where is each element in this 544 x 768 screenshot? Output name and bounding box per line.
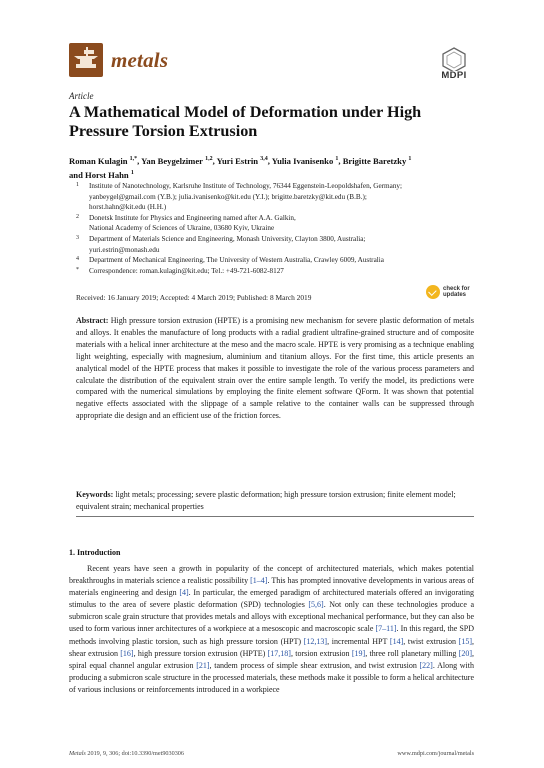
section-divider <box>76 516 474 517</box>
footer-url[interactable]: www.mdpi.com/journal/metals <box>397 750 474 757</box>
body-text-run: . Along with producing a submicron scale structure in the processed materials, these methods make it possible to form a helical architecture of various inclusions or reinforcements introduced in a workpiece <box>69 660 475 694</box>
keywords-label: Keywords: <box>76 490 114 499</box>
citation-link[interactable]: [22] <box>419 660 433 670</box>
affiliation-number: 2 <box>76 213 79 220</box>
affiliation-item <box>76 266 486 277</box>
affiliation-line: Institute of Nanotechnology, Karlsruhe Institute of Technology, 76344 Eggenstein-Leopoldshafen, Germany; <box>89 182 403 190</box>
author-list: Roman Kulagin $^{1,*}$, Yan Beygelzimer $^{1,2}$, Yuri Estrin $^{3,4}$, Yulia Ivanisenko $^1$, Brigitte Baretzky $^1$ and Horst Hahn $^1$ <box>69 155 412 181</box>
affiliation-item <box>76 255 486 266</box>
affiliation-line: National Academy of Sciences of Ukraine, 03680 Kyiv, Ukraine <box>89 224 275 233</box>
body-text-run: . In this regard, the SPD methods involving plastic torsion, such as high pressure torsion (HPT) <box>69 624 474 646</box>
anvil-icon <box>69 43 103 77</box>
author-affiliation: 1,* <box>129 156 138 162</box>
author-name: Brigitte Baretzky <box>342 155 407 166</box>
mdpi-logo <box>434 47 474 83</box>
author-name: Horst Hahn <box>85 170 129 181</box>
check-updates-line: check for <box>443 285 470 292</box>
body-text-run: , twist extrusion <box>403 636 459 646</box>
affiliation-number: 4 <box>76 256 79 263</box>
affiliation-item <box>76 213 486 234</box>
affiliation-line: Department of Mechanical Engineering, The University of Western Australia, Crawley 6009, Australia <box>89 256 384 265</box>
citation-link[interactable]: [19] <box>351 648 366 658</box>
affiliation-line: yuri.estrin@monash.edu <box>89 245 160 254</box>
author-affiliation: 3,4 <box>260 156 268 162</box>
author-name: Yulia Ivanisenko <box>271 155 334 166</box>
abstract-text: High pressure torsion extrusion (HPTE) is a promising new mechanism for severe plastic deformation of metals and alloys. It enables the manufacture of long products with a radial gradient ultrafine-grained structure and of composite materials with a helical inner architecture at the meso and the macro scale. HPTE is very promising as a technique enabling light weighting, especially with magnesium, aluminium and titanium alloys. For the first time, this article presents an analytical model of the HPTE process that makes it possible to investigate the role of the various process parameters and calculate the distribution of the equivalent strain over the entire sample length. To verify the model, its predictions were compared with the numerical simulations by employing the finite element software QForm. It was shown that potential negative effects associated with the slippage of a sample relative to the container walls can be suppressed through appropriate die design and an efficient use of the friction forces. <box>76 316 475 421</box>
citation-link[interactable]: [14] <box>389 636 404 646</box>
check-for-updates-badge[interactable] <box>426 281 474 303</box>
author-name: Roman Kulagin <box>69 155 128 166</box>
keywords-text: light metals; processing; severe plastic deformation; high pressure torsion extrusion; finite element model; equivalent strain; mechanical properties <box>76 490 456 511</box>
affiliation-list <box>76 181 486 276</box>
footer-doi: 2019, 9, 306; doi:10.3390/met9030306 <box>85 750 184 757</box>
affiliation-number: 3 <box>76 234 79 241</box>
affiliation-line: Donetsk Institute for Physics and Engineering named after A.A. Galkin, <box>89 213 296 222</box>
journal-logo <box>69 43 168 77</box>
citation-link[interactable]: [7–11] <box>375 624 397 634</box>
body-text-run: , torsion extrusion <box>290 648 352 658</box>
citation-link[interactable]: [20] <box>458 648 473 658</box>
footer-citation <box>69 750 184 757</box>
introduction-paragraph <box>69 563 474 696</box>
citation-link[interactable]: [15] <box>458 636 472 646</box>
author-affiliation: 1,2 <box>205 156 213 162</box>
body-text-run: , tandem process of simple shear extrusion, and twist extrusion <box>209 660 420 670</box>
publisher-name: MDPI <box>441 70 467 81</box>
section-heading: 1. Introduction <box>69 548 121 557</box>
body-text-run: . Not only can these technologies produce a submicron scale grain structure that provides metals and alloys with exceptional mechanical performance, but they can also be used to form various inner architectures of a workpiece at a mesoscopic and macroscopic scale <box>69 600 474 634</box>
affiliation-line: yanbeygel@gmail.com (Y.B.); julia.ivanisenko@kit.edu (Y.I.); brigitte.baretzky@kit.edu (B.B.); <box>89 192 367 201</box>
body-text-run: , spiral equal channel angular extrusion <box>69 648 475 670</box>
abstract <box>76 315 474 422</box>
author-name: Yan Beygelzimer <box>141 155 203 166</box>
footer-journal: Metals <box>69 750 86 757</box>
keywords <box>76 489 474 513</box>
body-text-run: Recent years have seen a growth in popularity of the concept of architectured materials, which makes potential breakthroughs in materials science a realistic possibility <box>69 564 474 586</box>
checkmark-icon <box>426 285 440 299</box>
article-title: A Mathematical Model of Deformation under High Pressure Torsion Extrusion <box>69 103 422 140</box>
affiliation-item <box>76 181 486 213</box>
body-text-run: . This has prompted innovative developments in various areas of materials engineering and design <box>69 576 474 598</box>
correspondence-line: Correspondence: roman.kulagin@kit.edu; Tel.: +49-721-6082-8127 <box>89 266 284 275</box>
publication-dates: Received: 16 January 2019; Accepted: 4 March 2019; Published: 8 March 2019 <box>76 293 312 302</box>
body-text-run: , high pressure torsion extrusion (HPTE) <box>133 648 268 658</box>
author-affiliation: 1 <box>130 170 134 177</box>
abstract-label: Abstract: <box>76 316 109 325</box>
citation-link[interactable]: [12,13] <box>303 636 328 646</box>
author-conjunction: and <box>69 170 83 181</box>
affiliation-number: 1 <box>76 182 79 188</box>
author-affiliation: 1 <box>408 156 412 162</box>
article-type: Article <box>69 91 94 101</box>
citation-link[interactable]: [1–4] <box>250 576 268 586</box>
check-updates-line: updates <box>443 292 467 298</box>
citation-link[interactable]: [16] <box>120 648 134 658</box>
journal-name: metals <box>111 47 169 72</box>
affiliation-line: Department of Materials Science and Engineering, Monash University, Clayton 3800, Australia; <box>89 234 366 243</box>
citation-link[interactable]: [21] <box>196 660 210 670</box>
author-affiliation: 1 <box>335 156 339 162</box>
affiliation-number: * <box>76 266 79 273</box>
body-text-run: . In particular, the emerged paradigm of architectured materials offered an invigorating stimulus to the area of severe plastic deformation (SPD) technologies <box>69 588 474 610</box>
author-name: Yuri Estrin <box>216 155 259 166</box>
citation-link[interactable]: [4] <box>179 588 189 598</box>
mdpi-hexagon-icon <box>434 47 474 71</box>
body-text-run: , three roll planetary milling <box>365 648 459 658</box>
body-text-run: , incremental HPT <box>327 636 390 646</box>
affiliation-item <box>76 234 486 255</box>
affiliation-line: horst.hahn@kit.edu (H.H.) <box>89 203 167 212</box>
citation-link[interactable]: [5,6] <box>308 600 324 610</box>
body-text-run: , shear extrusion <box>69 636 474 658</box>
citation-link[interactable]: [17,18] <box>267 648 291 658</box>
